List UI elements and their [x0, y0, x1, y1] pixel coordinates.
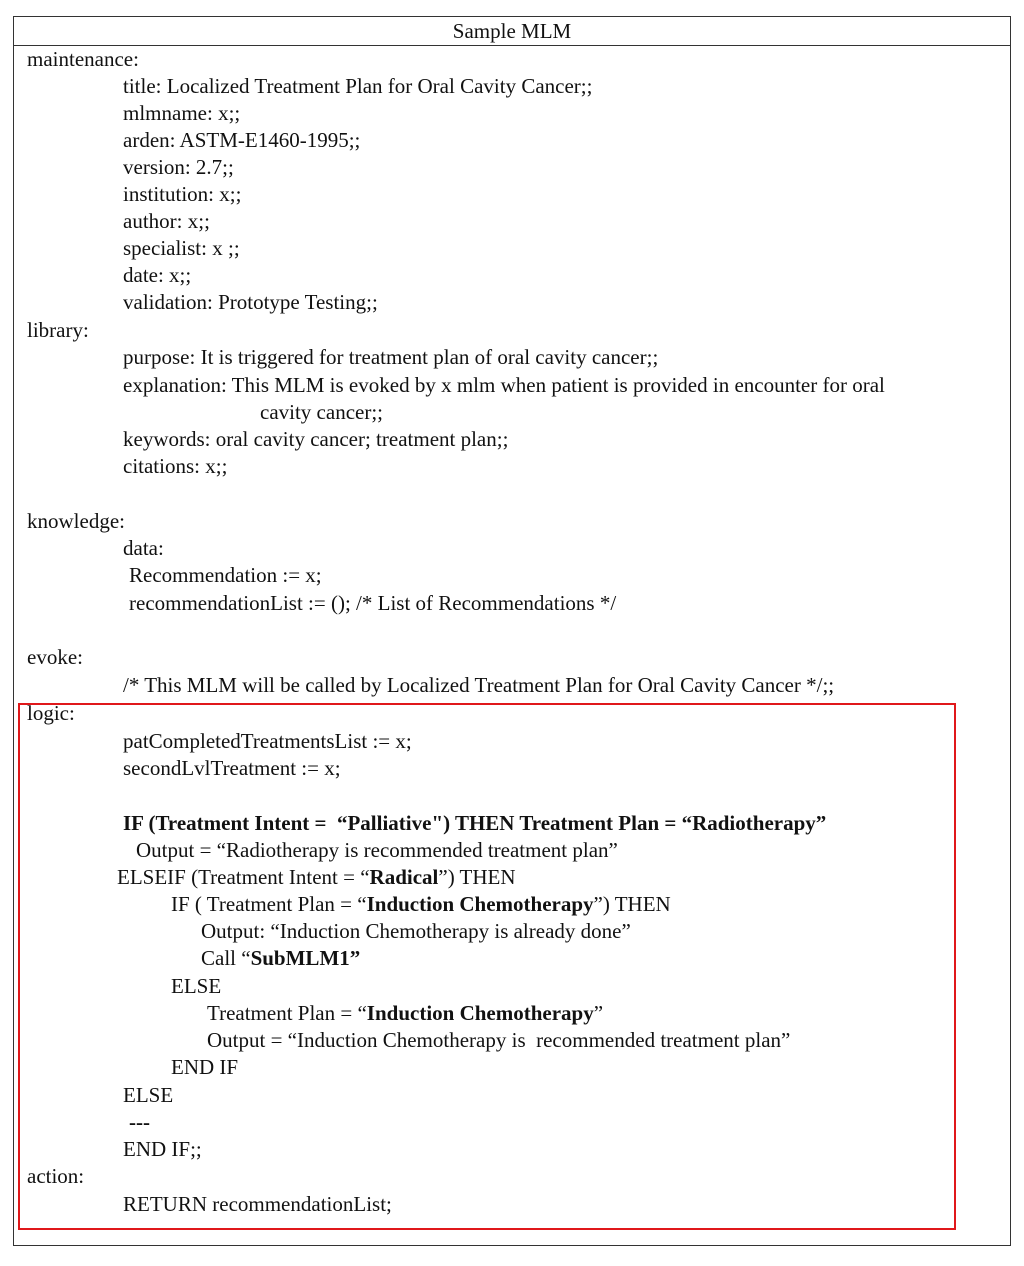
logic-inner-if-bold: Induction Chemotherapy: [366, 892, 594, 916]
logic-inner-if-pre: IF ( Treatment Plan = “: [171, 892, 367, 916]
library-explanation-line1: explanation: This MLM is evoked by x mlm when patient is provided in encounter for oral: [123, 373, 885, 397]
evoke-label: evoke:: [27, 645, 83, 669]
library-explanation-line2: cavity cancer;;: [260, 400, 384, 424]
logic-output-done: Output: “Induction Chemotherapy is already done”: [201, 919, 631, 943]
logic-tp-bold: Induction Chemotherapy: [366, 1001, 594, 1025]
logic-if-palliative: IF (Treatment Intent = “Palliative") THEN Treatment Plan = “Radiotherapy”: [123, 811, 827, 835]
knowledge-data: data:: [123, 536, 164, 560]
knowledge-recommendation: Recommendation := x;: [129, 563, 322, 587]
maintenance-mlmname: mlmname: x;;: [123, 101, 241, 125]
logic-call-pre: Call “: [201, 946, 251, 970]
logic-output-recommended: Output = “Induction Chemotherapy is recommended treatment plan”: [207, 1028, 791, 1052]
logic-label: logic:: [27, 701, 75, 725]
logic-elseif-post: ”) THEN: [438, 865, 516, 889]
logic-end-if-inner: END IF: [171, 1055, 239, 1079]
maintenance-date: date: x;;: [123, 263, 192, 287]
logic-elseif-pre: ELSEIF (Treatment Intent = “: [117, 865, 370, 889]
table-header: Sample MLM: [14, 17, 1010, 46]
maintenance-institution: institution: x;;: [123, 182, 242, 206]
logic-dashes: ---: [129, 1110, 150, 1134]
evoke-comment: /* This MLM will be called by Localized Treatment Plan for Oral Cavity Cancer */;;: [123, 673, 835, 697]
logic-else-outer: ELSE: [123, 1083, 174, 1107]
library-keywords: keywords: oral cavity cancer; treatment plan;;: [123, 427, 509, 451]
logic-treatment-plan: [207, 1000, 603, 1027]
logic-elseif-bold: Radical: [369, 865, 439, 889]
logic-elseif-radical: [117, 864, 516, 891]
logic-tp-pre: Treatment Plan = “: [207, 1001, 367, 1025]
action-label: action:: [27, 1164, 85, 1188]
maintenance-specialist: specialist: x ;;: [123, 236, 240, 260]
maintenance-version: version: 2.7;;: [123, 155, 234, 179]
mlm-table: [13, 16, 1011, 1246]
library-purpose: purpose: It is triggered for treatment plan of oral cavity cancer;;: [123, 345, 659, 369]
logic-else-inner: ELSE: [171, 974, 222, 998]
knowledge-recommendation-list: recommendationList := (); /* List of Recommendations */: [129, 591, 617, 615]
logic-end-if-outer: END IF;;: [123, 1137, 202, 1161]
maintenance-label: maintenance:: [27, 47, 139, 71]
maintenance-arden: arden: ASTM-E1460-1995;;: [123, 128, 361, 152]
logic-inner-if-post: ”) THEN: [593, 892, 671, 916]
maintenance-author: author: x;;: [123, 209, 210, 233]
logic-output-radiotherapy: Output = “Radiotherapy is recommended treatment plan”: [136, 838, 618, 862]
logic-second-lvl: secondLvlTreatment := x;: [123, 756, 341, 780]
maintenance-title: title: Localized Treatment Plan for Oral Cavity Cancer;;: [123, 74, 593, 98]
maintenance-validation: validation: Prototype Testing;;: [123, 290, 378, 314]
library-citations: citations: x;;: [123, 454, 228, 478]
logic-pat-completed: patCompletedTreatmentsList := x;: [123, 729, 412, 753]
logic-call-bold: SubMLM1”: [250, 946, 361, 970]
library-label: library:: [27, 318, 89, 342]
action-return: RETURN recommendationList;: [123, 1192, 392, 1216]
logic-inner-if: [171, 891, 671, 918]
logic-call-submlm: [201, 945, 360, 972]
logic-tp-post: ”: [593, 1001, 604, 1025]
knowledge-label: knowledge:: [27, 509, 125, 533]
